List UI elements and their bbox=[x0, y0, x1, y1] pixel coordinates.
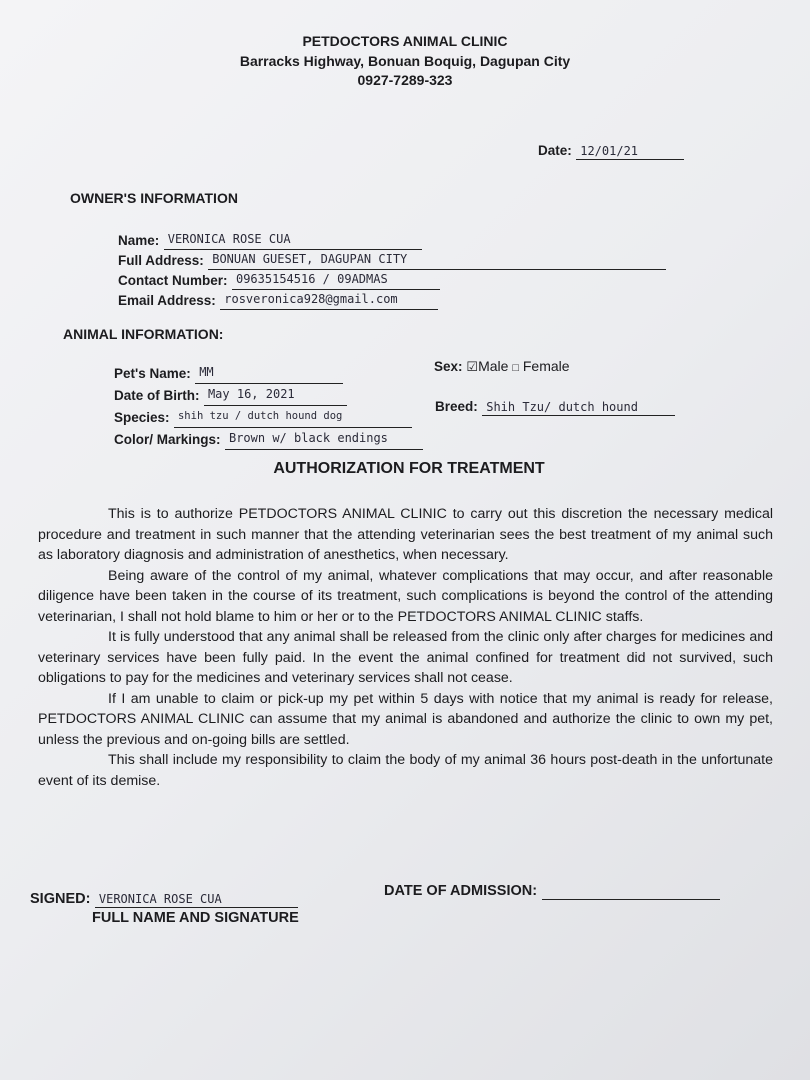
owner-email: rosveronica928@gmail.com bbox=[220, 290, 438, 310]
species-label: Species: bbox=[114, 410, 170, 425]
clinic-name: PETDOCTORS ANIMAL CLINIC bbox=[302, 33, 508, 49]
animal-heading: ANIMAL INFORMATION: bbox=[63, 326, 224, 342]
admission-field bbox=[384, 882, 720, 900]
pet-species: shih tzu / dutch hound dog bbox=[174, 406, 412, 428]
color-label: Color/ Markings: bbox=[114, 432, 221, 447]
paragraph: If I am unable to claim or pick-up my pet within 5 days with notice that my animal is ready for release, PETDOCTORS ANIMAL CLINIC can assume that my animal is abandoned and authorize the clinic to own my pet, unless the previous and on-going bills are settled. bbox=[38, 690, 773, 748]
signed-field bbox=[30, 890, 298, 908]
owner-heading: OWNER'S INFORMATION bbox=[70, 190, 238, 206]
animal-fields bbox=[114, 362, 423, 450]
admission-value[interactable] bbox=[542, 884, 720, 900]
email-label: Email Address: bbox=[118, 293, 216, 308]
female-label: Female bbox=[522, 358, 570, 374]
sex-field bbox=[434, 358, 570, 375]
pet-color: Brown w/ black endings bbox=[225, 428, 423, 450]
signed-label: SIGNED: bbox=[30, 891, 91, 907]
clinic-address: Barracks Highway, Bonuan Boquig, Dagupan City bbox=[239, 53, 571, 69]
contact-label: Contact Number: bbox=[118, 273, 228, 288]
owner-address: BONUAN GUESET, DAGUPAN CITY bbox=[208, 250, 666, 270]
female-checkbox[interactable]: □ bbox=[512, 362, 519, 374]
owner-contact: 09635154516 / 09ADMAS bbox=[232, 270, 440, 290]
name-label: Name: bbox=[118, 233, 160, 248]
pet-breed: Shih Tzu/ dutch hound bbox=[482, 400, 675, 416]
owner-fields bbox=[118, 230, 666, 310]
male-label: Male bbox=[478, 358, 509, 374]
sex-label: Sex: bbox=[434, 359, 463, 374]
signature-caption: FULL NAME AND SIGNATURE bbox=[92, 910, 299, 926]
paragraph: It is fully understood that any animal shall be released from the clinic only after charges for medicines and veterinary services have been fully paid. In the event the animal confined for treatment did not survived, such obligations to pay for the medicines and veterinary services shall not cease. bbox=[38, 629, 773, 686]
admission-label: DATE OF ADMISSION: bbox=[384, 883, 538, 899]
document-title: AUTHORIZATION FOR TREATMENT bbox=[273, 460, 545, 477]
pet-name: MM bbox=[195, 362, 343, 384]
owner-name: VERONICA ROSE CUA bbox=[164, 230, 422, 250]
date-field bbox=[538, 142, 684, 160]
paragraph: This is to authorize PETDOCTORS ANIMAL CLINIC to carry out this discretion the necessary medical procedure and treatment in such manner that the attending veterinarian sees the best treatment of my animal such as laboratory diagnosis and administration of anesthetics, when necessary. bbox=[38, 506, 773, 563]
male-checkbox[interactable]: ☑ bbox=[466, 359, 479, 374]
date-value: 12/01/21 bbox=[576, 144, 684, 160]
paragraph: This shall include my responsibility to claim the body of my animal 36 hours post-death in the unfortunate event of its demise. bbox=[38, 752, 773, 789]
address-label: Full Address: bbox=[118, 253, 204, 268]
clinic-phone: 0927-7289-323 bbox=[357, 72, 453, 88]
signed-name: VERONICA ROSE CUA bbox=[95, 892, 298, 908]
breed-label: Breed: bbox=[435, 399, 478, 414]
authorization-text bbox=[38, 504, 773, 791]
pet-name-label: Pet's Name: bbox=[114, 366, 191, 381]
date-label: Date: bbox=[538, 143, 572, 158]
dob-label: Date of Birth: bbox=[114, 388, 200, 403]
pet-dob: May 16, 2021 bbox=[204, 384, 347, 406]
breed-field bbox=[435, 398, 675, 416]
paragraph: Being aware of the control of my animal, whatever complications that may occur, and after reasonable diligence have been taken in the course of its treatment, such complications is beyond the control of the attending veterinarian, I shall not hold blame to him or her or to the PETDOCTORS ANIMAL CLINIC staffs. bbox=[38, 567, 773, 625]
